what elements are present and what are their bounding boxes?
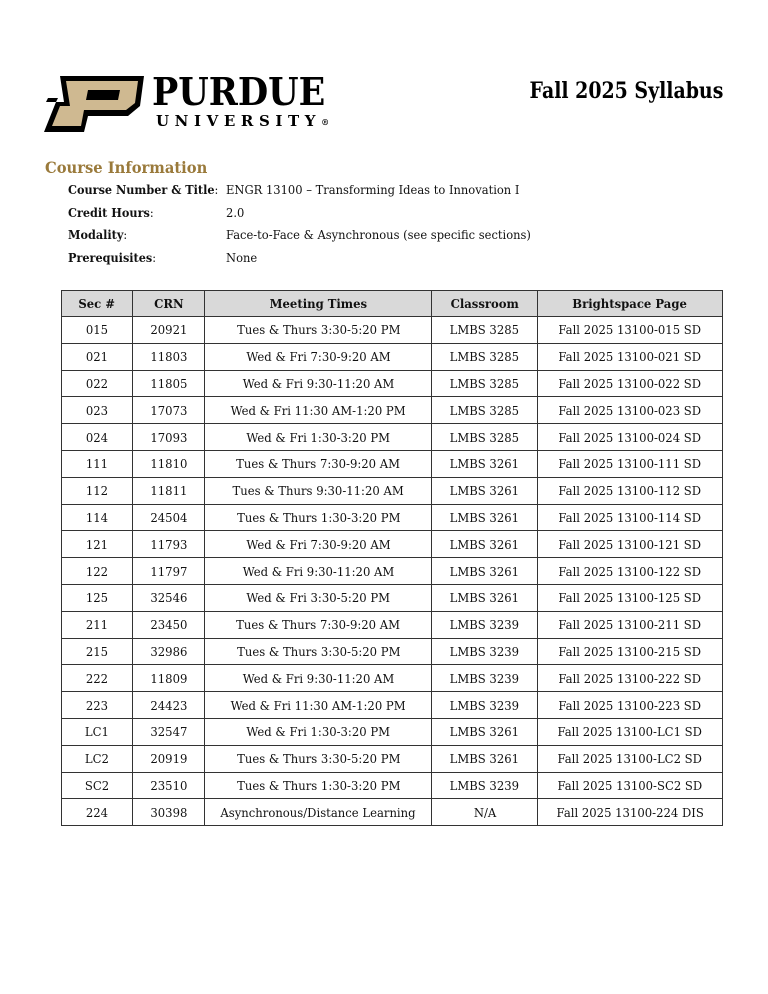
cell-meeting-times: Wed & Fri 7:30-9:20 AM	[205, 531, 432, 558]
cell-crn: 32547	[132, 718, 205, 745]
cell-crn: 23510	[132, 772, 205, 799]
info-value: Face-to-Face & Asynchronous (see specific sections)	[226, 227, 531, 242]
cell-meeting-times: Tues & Thurs 7:30-9:20 AM	[205, 450, 432, 477]
cell-sec: SC2	[62, 772, 133, 799]
table-row	[62, 531, 723, 558]
info-row	[68, 205, 668, 228]
cell-classroom: LMBS 3285	[432, 317, 538, 344]
cell-crn: 17073	[132, 397, 205, 424]
cell-sec: 125	[62, 584, 133, 611]
cell-classroom: LMBS 3285	[432, 424, 538, 451]
header-sec: Sec #	[62, 291, 133, 317]
cell-classroom: LMBS 3261	[432, 745, 538, 772]
cell-crn: 24504	[132, 504, 205, 531]
cell-crn: 20919	[132, 745, 205, 772]
cell-brightspace-page: Fall 2025 13100-023 SD	[538, 397, 723, 424]
cell-brightspace-page: Fall 2025 13100-121 SD	[538, 531, 723, 558]
table-row	[62, 584, 723, 611]
table-row	[62, 317, 723, 344]
cell-crn: 11811	[132, 477, 205, 504]
cell-meeting-times: Tues & Thurs 1:30-3:20 PM	[205, 504, 432, 531]
cell-classroom: LMBS 3261	[432, 450, 538, 477]
cell-crn: 11793	[132, 531, 205, 558]
info-label: Course Number & Title:	[68, 182, 219, 197]
cell-meeting-times: Tues & Thurs 3:30-5:20 PM	[205, 317, 432, 344]
cell-brightspace-page: Fall 2025 13100-112 SD	[538, 477, 723, 504]
table-row	[62, 424, 723, 451]
table-row	[62, 397, 723, 424]
cell-brightspace-page: Fall 2025 13100-125 SD	[538, 584, 723, 611]
cell-sec: 122	[62, 558, 133, 585]
cell-brightspace-page: Fall 2025 13100-223 SD	[538, 692, 723, 719]
info-row	[68, 250, 668, 273]
info-row	[68, 182, 668, 205]
cell-sec: 022	[62, 370, 133, 397]
logo-wordmark-purdue: PURDUE	[152, 69, 326, 114]
cell-meeting-times: Wed & Fri 3:30-5:20 PM	[205, 584, 432, 611]
cell-meeting-times: Tues & Thurs 1:30-3:20 PM	[205, 772, 432, 799]
document-title: Fall 2025 Syllabus	[529, 78, 723, 104]
cell-brightspace-page: Fall 2025 13100-021 SD	[538, 343, 723, 370]
cell-brightspace-page: Fall 2025 13100-215 SD	[538, 638, 723, 665]
cell-meeting-times: Wed & Fri 11:30 AM-1:20 PM	[205, 397, 432, 424]
info-value: 2.0	[226, 204, 245, 220]
cell-brightspace-page: Fall 2025 13100-222 SD	[538, 665, 723, 692]
cell-meeting-times: Tues & Thurs 9:30-11:20 AM	[205, 477, 432, 504]
cell-sec: 224	[62, 799, 133, 826]
cell-sec: LC2	[62, 745, 133, 772]
cell-classroom: LMBS 3261	[432, 584, 538, 611]
cell-crn: 20921	[132, 317, 205, 344]
table-row	[62, 558, 723, 585]
cell-brightspace-page: Fall 2025 13100-LC2 SD	[538, 745, 723, 772]
cell-crn: 11809	[132, 665, 205, 692]
cell-meeting-times: Tues & Thurs 3:30-5:20 PM	[205, 638, 432, 665]
cell-crn: 11797	[132, 558, 205, 585]
cell-crn: 32546	[132, 584, 205, 611]
info-label: Prerequisites:	[68, 249, 157, 265]
cell-classroom: LMBS 3261	[432, 531, 538, 558]
cell-sec: 215	[62, 638, 133, 665]
header-brightspace-page: Brightspace Page	[538, 291, 723, 317]
cell-meeting-times: Asynchronous/Distance Learning	[205, 799, 432, 826]
cell-meeting-times: Wed & Fri 1:30-3:20 PM	[205, 718, 432, 745]
sections-table	[61, 290, 723, 826]
cell-meeting-times: Wed & Fri 9:30-11:20 AM	[205, 370, 432, 397]
header-meeting-times: Meeting Times	[205, 291, 432, 317]
cell-sec: 023	[62, 397, 133, 424]
cell-classroom: LMBS 3239	[432, 692, 538, 719]
table-header-row	[62, 291, 723, 317]
cell-meeting-times: Wed & Fri 1:30-3:20 PM	[205, 424, 432, 451]
cell-sec: 021	[62, 343, 133, 370]
cell-crn: 17093	[132, 424, 205, 451]
logo-wordmark-university: UNIVERSITY®	[156, 112, 330, 130]
cell-brightspace-page: Fall 2025 13100-015 SD	[538, 317, 723, 344]
cell-sec: 015	[62, 317, 133, 344]
cell-brightspace-page: Fall 2025 13100-211 SD	[538, 611, 723, 638]
table-row	[62, 665, 723, 692]
cell-classroom: LMBS 3261	[432, 558, 538, 585]
table-row	[62, 504, 723, 531]
table-body	[62, 317, 723, 826]
cell-meeting-times: Wed & Fri 9:30-11:20 AM	[205, 558, 432, 585]
info-label: Modality:	[68, 227, 128, 242]
table-row	[62, 745, 723, 772]
info-value: None	[226, 249, 258, 265]
cell-crn: 11803	[132, 343, 205, 370]
info-label: Credit Hours:	[68, 204, 154, 220]
cell-classroom: LMBS 3239	[432, 772, 538, 799]
header-classroom: Classroom	[432, 291, 538, 317]
table-row	[62, 799, 723, 826]
cell-classroom: LMBS 3261	[432, 504, 538, 531]
cell-brightspace-page: Fall 2025 13100-SC2 SD	[538, 772, 723, 799]
table-row	[62, 772, 723, 799]
header-crn: CRN	[132, 291, 205, 317]
cell-brightspace-page: Fall 2025 13100-LC1 SD	[538, 718, 723, 745]
cell-classroom: LMBS 3239	[432, 611, 538, 638]
table-row	[62, 692, 723, 719]
purdue-logo	[44, 69, 344, 132]
cell-sec: 121	[62, 531, 133, 558]
purdue-p-motif-icon	[44, 76, 148, 132]
cell-classroom: LMBS 3261	[432, 718, 538, 745]
cell-brightspace-page: Fall 2025 13100-114 SD	[538, 504, 723, 531]
info-row	[68, 227, 668, 250]
cell-sec: 111	[62, 450, 133, 477]
cell-brightspace-page: Fall 2025 13100-022 SD	[538, 370, 723, 397]
cell-meeting-times: Tues & Thurs 7:30-9:20 AM	[205, 611, 432, 638]
cell-crn: 32986	[132, 638, 205, 665]
cell-brightspace-page: Fall 2025 13100-122 SD	[538, 558, 723, 585]
cell-classroom: LMBS 3239	[432, 638, 538, 665]
table-row	[62, 450, 723, 477]
cell-sec: 024	[62, 424, 133, 451]
cell-crn: 30398	[132, 799, 205, 826]
table-row	[62, 477, 723, 504]
cell-sec: 223	[62, 692, 133, 719]
cell-meeting-times: Wed & Fri 7:30-9:20 AM	[205, 343, 432, 370]
cell-classroom: LMBS 3285	[432, 397, 538, 424]
cell-classroom: LMBS 3285	[432, 370, 538, 397]
cell-crn: 11810	[132, 450, 205, 477]
info-value: ENGR 13100 – Transforming Ideas to Innovation I	[226, 182, 520, 197]
table-row	[62, 343, 723, 370]
cell-meeting-times: Wed & Fri 9:30-11:20 AM	[205, 665, 432, 692]
cell-sec: 222	[62, 665, 133, 692]
cell-sec: 114	[62, 504, 133, 531]
cell-crn: 23450	[132, 611, 205, 638]
cell-sec: LC1	[62, 718, 133, 745]
cell-crn: 11805	[132, 370, 205, 397]
course-info-list	[68, 182, 668, 272]
table-row	[62, 611, 723, 638]
cell-crn: 24423	[132, 692, 205, 719]
cell-brightspace-page: Fall 2025 13100-111 SD	[538, 450, 723, 477]
course-information-heading: Course Information	[45, 158, 208, 177]
table-row	[62, 370, 723, 397]
cell-classroom: LMBS 3239	[432, 665, 538, 692]
cell-classroom: LMBS 3261	[432, 477, 538, 504]
cell-classroom: LMBS 3285	[432, 343, 538, 370]
cell-classroom: N/A	[432, 799, 538, 826]
cell-sec: 112	[62, 477, 133, 504]
cell-brightspace-page: Fall 2025 13100-024 SD	[538, 424, 723, 451]
cell-brightspace-page: Fall 2025 13100-224 DIS	[538, 799, 723, 826]
cell-meeting-times: Wed & Fri 11:30 AM-1:20 PM	[205, 692, 432, 719]
table-row	[62, 718, 723, 745]
table-row	[62, 638, 723, 665]
cell-sec: 211	[62, 611, 133, 638]
cell-meeting-times: Tues & Thurs 3:30-5:20 PM	[205, 745, 432, 772]
